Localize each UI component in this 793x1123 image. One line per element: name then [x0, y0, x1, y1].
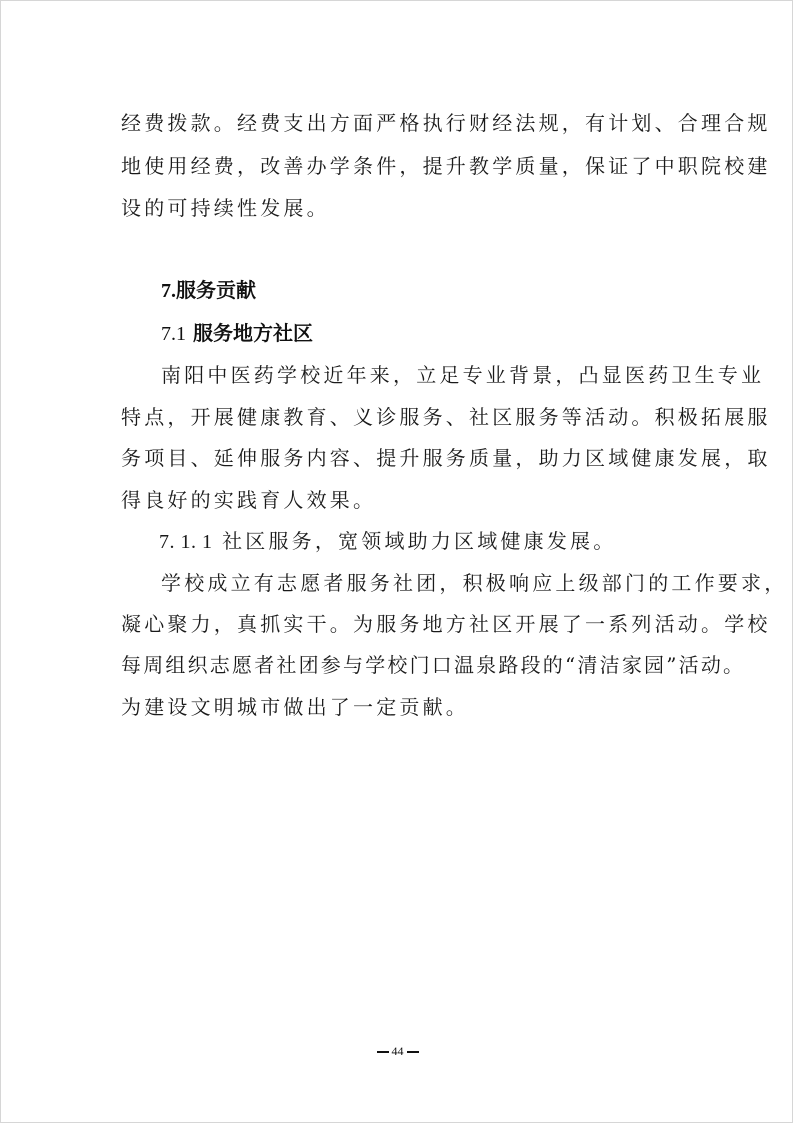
subsection-heading	[161, 317, 313, 346]
footer-dash-left	[377, 1051, 389, 1053]
paragraph-line: 为建设文明城市做出了一定贡献。	[121, 695, 469, 719]
paragraph-line: 每周组织志愿者社团参与学校门口温泉路段的“清洁家园”活动。	[121, 653, 746, 677]
paragraph-line: 地使用经费，改善办学条件，提升教学质量，保证了中职院校建	[121, 154, 771, 178]
paragraph-line: 特点，开展健康教育、义诊服务、社区服务等活动。积极拓展服	[121, 405, 771, 429]
paragraph-line: 务项目、延伸服务内容、提升服务质量，助力区域健康发展，取	[121, 446, 771, 470]
subsection-title: 服务地方社区	[192, 321, 313, 345]
sub-subsection-heading	[159, 525, 616, 554]
sub-subsection-title: 社区服务，宽领域助力区域健康发展。	[222, 529, 617, 553]
footer-dash-right	[407, 1051, 419, 1053]
paragraph-line: 凝心聚力，真抓实干。为服务地方社区开展了一系列活动。学校	[121, 612, 771, 636]
section-number: 7.	[161, 280, 176, 302]
section-heading	[161, 274, 256, 303]
paragraph-line: 得良好的实践育人效果。	[121, 488, 377, 512]
page-footer	[1, 1044, 793, 1059]
paragraph-line: 学校成立有志愿者服务社团，积极响应上级部门的工作要求，	[161, 571, 788, 595]
paragraph-line: 经费拨款。经费支出方面严格执行财经法规，有计划、合理合规	[121, 111, 771, 135]
sub-subsection-number: 7. 1. 1	[159, 531, 213, 553]
subsection-number: 7.1	[161, 323, 186, 345]
section-title: 服务贡献	[176, 278, 256, 302]
page-number: 44	[391, 1044, 404, 1058]
paragraph-line: 设的可持续性发展。	[121, 196, 330, 220]
paragraph-line: 南阳中医药学校近年来，立足专业背景，凸显医药卫生专业	[161, 363, 765, 387]
